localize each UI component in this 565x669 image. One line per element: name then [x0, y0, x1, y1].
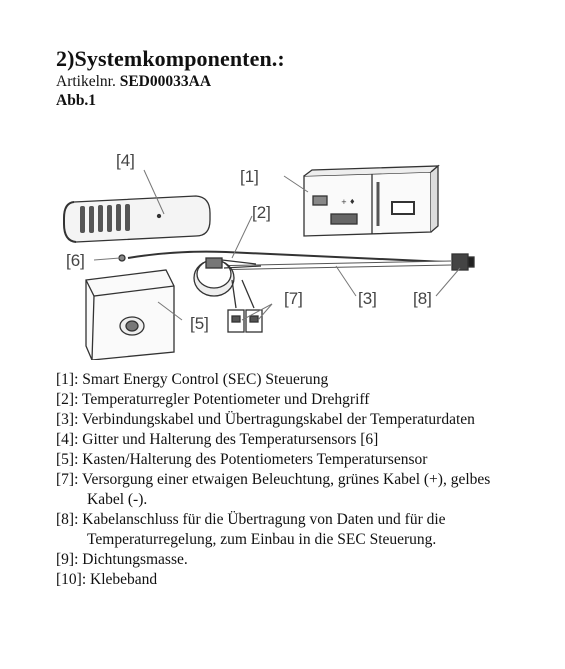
figure-label: Abb.1	[56, 92, 97, 109]
legend-text: Dichtungsmasse.	[82, 551, 188, 568]
legend-key: [7]:	[56, 471, 79, 488]
article-number: SED00033AA	[119, 73, 212, 90]
component-legend	[56, 370, 506, 590]
callout-5: [5]	[190, 314, 209, 333]
callout-3: [3]	[358, 289, 377, 308]
callout-6: [6]	[66, 251, 85, 270]
callout-8: [8]	[413, 289, 432, 308]
legend-key: [9]:	[56, 551, 79, 568]
callout-1: [1]	[240, 167, 259, 186]
legend-item	[56, 510, 506, 550]
legend-item	[56, 410, 506, 430]
legend-text: Temperaturregler Potentiometer und Drehgriff	[82, 391, 370, 408]
potentiometer-knob	[194, 258, 261, 296]
legend-item	[56, 430, 506, 450]
callout-4: [4]	[116, 151, 135, 170]
legend-text: Kabelanschluss für die Übertragung von Daten und für die Temperaturregelung, zum Einbau in die SEC Steuerung.	[82, 511, 446, 548]
legend-item	[56, 370, 506, 390]
callout-2: [2]	[252, 203, 271, 222]
cable-connector	[452, 254, 474, 270]
legend-item	[56, 570, 506, 590]
callout-7: [7]	[284, 289, 303, 308]
legend-key: [10]:	[56, 571, 87, 588]
legend-key: [1]:	[56, 371, 79, 388]
article-number-line	[56, 73, 211, 91]
legend-text: Gitter und Halterung des Temperatursensors [6]	[82, 431, 379, 448]
legend-key: [8]:	[56, 511, 79, 528]
legend-item	[56, 550, 506, 570]
legend-text: Klebeband	[90, 571, 158, 588]
legend-item	[56, 390, 506, 410]
legend-text: Verbindungskabel und Übertragungskabel der Temperaturdaten	[82, 411, 475, 428]
lighting-leads	[228, 280, 262, 332]
component-diagram	[56, 140, 526, 360]
article-prefix: Artikelnr.	[56, 73, 116, 90]
legend-key: [2]:	[56, 391, 79, 408]
legend-item	[56, 470, 506, 510]
potentiometer-housing	[86, 270, 174, 360]
sensor-grille	[64, 196, 210, 242]
legend-text: Kasten/Halterung des Potentiometers Temperatursensor	[82, 451, 428, 468]
legend-key: [3]:	[56, 411, 79, 428]
legend-key: [4]:	[56, 431, 79, 448]
legend-item	[56, 450, 506, 470]
legend-text: Versorgung einer etwaigen Beleuchtung, grünes Kabel (+), gelbes Kabel (-).	[82, 471, 491, 508]
sec-controller	[304, 166, 438, 236]
legend-key: [5]:	[56, 451, 79, 468]
legend-text: Smart Energy Control (SEC) Steuerung	[82, 371, 329, 388]
component-illustration	[56, 140, 526, 360]
section-title: 2)Systemkomponenten.:	[56, 46, 285, 71]
svg-text:+ ♦: + ♦	[341, 198, 356, 206]
